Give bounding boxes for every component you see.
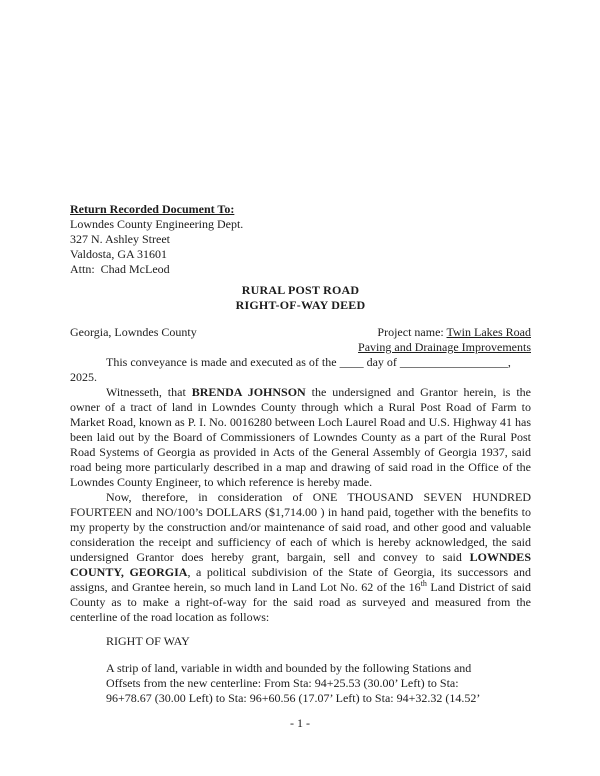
document-title-line-1: RURAL POST ROAD <box>241 283 360 297</box>
document-title <box>70 283 531 313</box>
document-title-line-2: RIGHT-OF-WAY DEED <box>235 298 366 312</box>
witnesseth-text-2: the undersigned and Grantor herein, is the owner of a tract of land in Lowndes County through which a Rural Post Road of Farm to Market Road, known as P. I. No. 0016280 between Loch Laurel Road and U.S. Highway 41 has been laid out by the Board of Commissioners of Lowndes County as a part of the Rural Post Road Systems of Georgia as provided in Acts of the General Assembly of Georgia 1937, said road being more particularly described in a map and drawing of said road in the Office of the Lowndes County Engineer, to which reference is hereby made. <box>70 385 531 489</box>
conveyance-text-day-of: day of <box>363 355 400 369</box>
jurisdiction-text: Georgia, Lowndes County <box>70 325 197 339</box>
right-of-way-heading: RIGHT OF WAY <box>106 634 190 648</box>
witnesseth-text-1: Witnesseth, that <box>106 385 192 399</box>
consideration-text-2: , a political subdivision of the State of Georgia, its successors and assigns, and Grantee herein, so much land in Land Lot No. 62 of the 16 <box>70 565 531 594</box>
project-name-label: Project name: <box>377 325 447 339</box>
right-of-way-description-line-2: Offsets from the new centerline: From Sta: 94+25.53 (30.00’ Left) to Sta: <box>106 676 459 690</box>
return-address-line-attn: Attn: Chad McLeod <box>70 262 170 276</box>
return-address-line-dept: Lowndes County Engineering Dept. <box>70 217 244 231</box>
conveyance-text: This conveyance is made and executed as of the <box>106 355 340 369</box>
witnesseth-paragraph <box>70 385 531 490</box>
project-name-value: Twin Lakes Road <box>446 325 531 339</box>
month-blank-field: __________________ <box>399 355 508 369</box>
project-name-line-2: Paving and Drainage Improvements <box>358 340 531 354</box>
project-name-block <box>358 325 531 355</box>
conveyance-paragraph <box>70 355 531 385</box>
right-of-way-description-line-3: 96+78.67 (30.00 Left) to Sta: 96+60.56 (17.07’ Left) to Sta: 94+32.32 (14.52’ <box>106 691 481 705</box>
page-number: - 1 - <box>290 716 310 730</box>
project-name-line-1 <box>358 325 531 340</box>
day-blank-field: ____ <box>339 355 364 369</box>
conveyance-year-text: , 2025. <box>70 355 511 384</box>
return-address-line-street: 327 N. Ashley Street <box>70 232 170 246</box>
meta-row <box>70 325 531 355</box>
consideration-text-1: Now, therefore, in consideration of ONE THOUSAND SEVEN HUNDRED FOURTEEN and NO/100’s DOLLARS ($1,714.00 ) in hand paid, together with the benefits to my property by the construction and/or maintenance of said road, and other good and valuable consideration the receipt and sufficiency of each of which is hereby acknowledged, the said undersigned Grantor does hereby grant, bargain, sell and convey to said <box>70 490 531 564</box>
land-district-ordinal-suffix: th <box>420 579 427 588</box>
consideration-text-3: Land District of said County as to make a right-of-way for the said road as surveyed and measured from the centerline of the road location as follows: <box>70 580 531 624</box>
consideration-paragraph <box>70 490 531 625</box>
return-address-line-city: Valdosta, GA 31601 <box>70 247 167 261</box>
grantee-name: LOWNDES COUNTY, GEORGIA <box>70 550 531 579</box>
return-address-heading: Return Recorded Document To: <box>70 202 235 216</box>
grantor-name: BRENDA JOHNSON <box>191 385 306 399</box>
right-of-way-description-line-1: A strip of land, variable in width and bounded by the following Stations and <box>106 661 472 675</box>
right-of-way-description <box>106 661 506 706</box>
return-address-block <box>70 202 531 277</box>
